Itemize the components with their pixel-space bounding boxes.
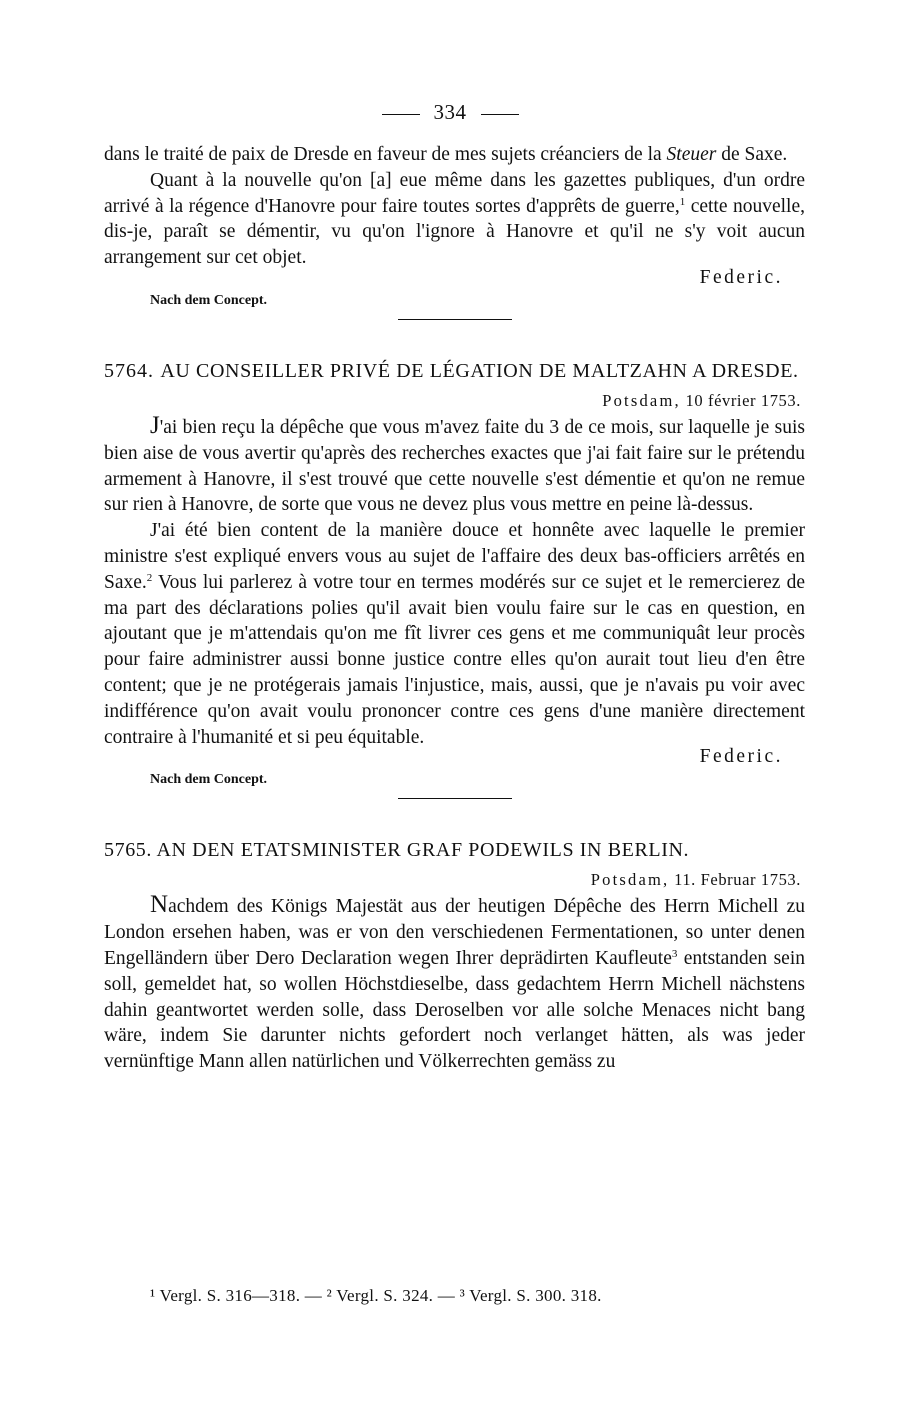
letter-5764-heading (104, 358, 805, 385)
signoff-row-1 (104, 266, 805, 297)
letter-5765-paragraph-1: Nachdem des Königs Majestät aus der heutigen Dépêche des Herrn Michell zu London ersehen haben, was er von den verschiedenen Fermentationen, so unter denen Engelländern über Dero Declaration wegen Ihrer deprädirten Kaufleute$^3$ entstanden sein soll, gemeldet hat, so wollen Höchstdieselbe, dass gedachtem Herrn Michell nächstens dahin geantwortet werden solle, dass Deroselben vor alle solche Menaces nicht bang wäre, indem Sie darunter nichts gefordert noch verlanget hätten, als was jeder vernünftige Mann allen natürlichen und Völkerrechten gemäss zu (104, 891, 805, 1073)
letter-5765-heading (104, 837, 805, 864)
footnote-ref-2: 2 (146, 571, 153, 584)
letter-5764-place: Potsdam, (602, 390, 681, 410)
letter-5764-paragraph-1: J'ai bien reçu la dépêche que vous m'avez faite du 3 de ce mois, sur laquelle je suis bien aise de vous avertir qu'après des recherches exactes que j'ai fait faire sur le prétendu armement à Hanovre, il s'est trouvé que cette nouvelle s'est démentie et qu'on ne remue sur rien à Hanovre, de sorte que vous ne devez plus vous mettre en peine là-dessus. (104, 411, 805, 516)
letter-5764-number: 5764. (104, 359, 154, 382)
letter-5765-date: 11. Februar 1753. (674, 870, 801, 890)
source-note-1: Nach dem Concept. (150, 292, 268, 308)
letter-5764-dateline (104, 389, 805, 413)
steuer-term: Steuer (666, 144, 717, 165)
continuation-paragraph-1: dans le traité de paix de Dresde en faveur de mes sujets créanciers de la Steuer de Saxe. (104, 144, 788, 165)
letter-5765-initial: N (150, 891, 169, 919)
continuation-paragraph-2: Quant à la nouvelle qu'on [a] eue même dans les gazettes publiques, d'un ordre arrivé à la régence d'Hanovre pour faire toutes sortes d'apprêts de guerre,$^1$ cette nouvelle, dis-je, paraît se démentir, vu qu'on l'ignore à Hanovre et qu'il ne s'y voit aucun arrangement sur cet objet. (104, 169, 806, 269)
footnotes: ¹ Vergl. S. 316—318. — ² Vergl. S. 324. — ³ Vergl. S. 300. 318. (150, 1286, 602, 1305)
footnote-ref-1: 1 (679, 195, 686, 208)
letter-5765-number: 5765. (104, 839, 152, 862)
letter-5764-initial: J (150, 411, 160, 439)
signature-federic-1: Federic. (699, 266, 783, 288)
letter-5764-title: AU CONSEILLER PRIVÉ DE LÉGATION DE MALTZAHN A DRESDE. (160, 359, 799, 382)
signature-federic-2: Federic. (699, 746, 783, 768)
page-number-dash-left (382, 114, 420, 115)
page-content (104, 142, 805, 1075)
footnote-ref-3: 3 (671, 947, 678, 960)
letter-5765-dateline (104, 868, 805, 892)
section-separator-1 (398, 319, 512, 320)
signoff-row-2 (104, 746, 805, 776)
page-number-dash-right (481, 114, 519, 115)
page-number-text: 334 (433, 100, 467, 124)
source-note-2: Nach dem Concept. (150, 772, 268, 788)
letter-5764-paragraph-2: J'ai été bien content de la manière douce et honnête avec laquelle le premier ministre s'est expliqué envers vous au sujet de l'affaire des deux bas-officiers arrêtés en Saxe.$^2$ Vous lui parlerez à votre tour en termes modérés sur ce sujet et le remercierez de ma part des déclarations polies qu'il avait bien voulu faire sur le cas en question, en ajoutant que je m'attendais qu'on me fît livrer ces gens et me communiquât leur procès pour faire administrer aussi bonne justice contre elles qu'on aurait tout lieu d'en être content; que je ne protégerais jamais l'injustice, mais, aussi, que je n'avais pu voir avec indifférence qu'on avait voulu prononcer contre ces gens d'une manière directement contraire à l'humanité et si peu équitable. (104, 520, 805, 748)
letter-5765-place: Potsdam, (590, 870, 670, 890)
section-separator-2 (398, 798, 512, 799)
page-number (0, 100, 900, 125)
letter-5765-title: AN DEN ETATSMINISTER GRAF PODEWILS IN BERLIN. (156, 839, 690, 862)
letter-5764-date: 10 février 1753. (685, 390, 801, 410)
